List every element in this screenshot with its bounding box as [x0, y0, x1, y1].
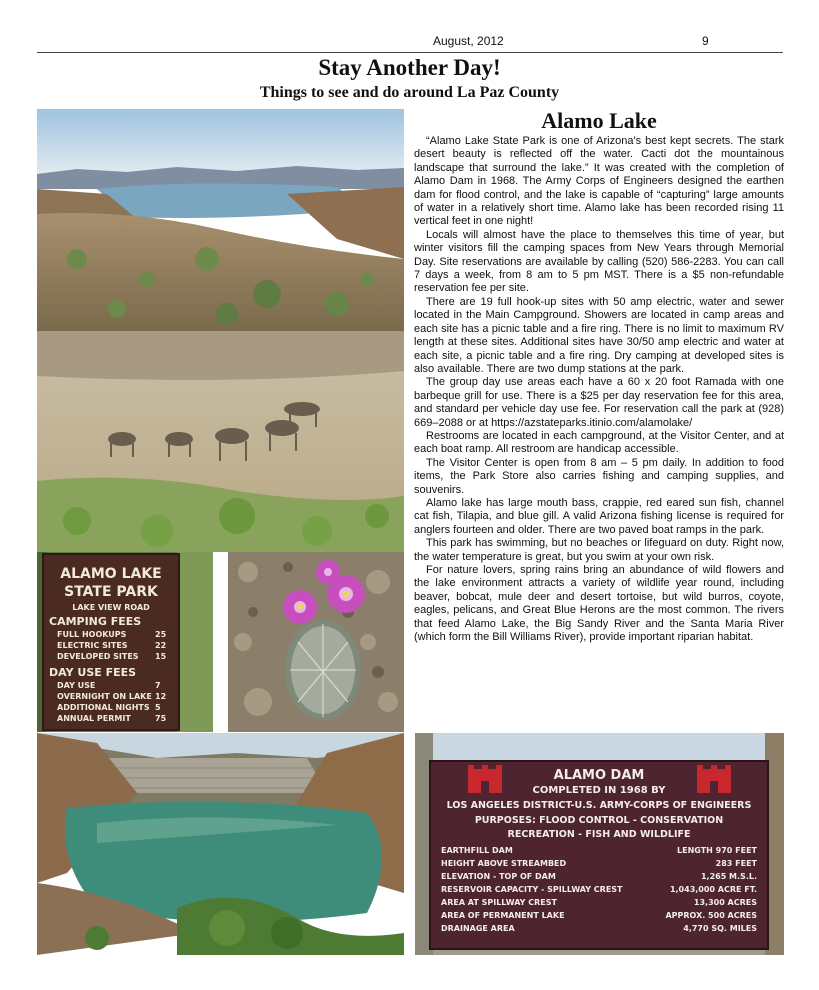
photo-cactus-flowers — [228, 552, 404, 732]
dam-stat-label: AREA AT SPILLWAY CREST — [441, 898, 557, 907]
day-use-fee-label: ADDITIONAL NIGHTS — [57, 703, 150, 712]
photo-dam-lake — [37, 733, 404, 955]
dam-stat-value: 4,770 SQ. MILES — [683, 924, 757, 933]
page-number: 9 — [702, 34, 709, 48]
photo-lake-overview — [37, 109, 404, 331]
photo-dam-sign — [415, 733, 784, 955]
page-subtitle: Things to see and do around La Paz County — [259, 84, 560, 101]
article-paragraph: The Visitor Center is open from 8 am – 5 pm daily. In addition to food items, the Park Store also carries fishing and camping supplies, and souvenirs. — [414, 456, 784, 496]
park-sign-camping-heading: CAMPING FEES — [49, 615, 142, 628]
article-paragraph: Restrooms are located in each campground, at the Visitor Center, and at each boat ramp. All restroom are handicap accessible. — [414, 429, 784, 456]
day-use-fee-price: 7 — [155, 681, 161, 690]
article-paragraph: The group day use areas each have a 60 x 20 foot Ramada with one barbeque grill for use. There is a $25 per day reservation fee for this area, and standard per vehicle day use fee. For reservation call the park at (928) 669–2088 or at https://azstateparks.itinio.com/alamolake/ — [414, 376, 784, 429]
camping-fee-label: FULL HOOKUPS — [57, 630, 127, 639]
camping-fee-label: DEVELOPED SITES — [57, 652, 139, 661]
dam-stat-value: APPROX. 500 ACRES — [665, 911, 757, 920]
dam-stat-value: 283 FEET — [715, 859, 757, 868]
camping-fee-price: 22 — [155, 641, 167, 650]
article-paragraph: “Alamo Lake State Park is one of Arizona's best kept secrets. The stark desert beauty is reflected off the water. Cacti dot the mountainous landscape that surround the lake.” It was created with the completion of Alamo Dam in 1968. The Army Corps of Engineers designed the earthen dam for flood control, and the lake is capable of “capturing” large amounts of water in a relatively short time. Alamo lake has been recorded rising 11 vertical feet in one night! — [414, 135, 784, 228]
dam-stat-label: RESERVOIR CAPACITY - SPILLWAY CREST — [441, 885, 623, 894]
dam-stat-label: DRAINAGE AREA — [441, 924, 515, 933]
article-paragraph: Locals will almost have the place to themselves this time of year, but winter visitors fill the camping spaces from New Years through Memorial Day. Site reservations are available by calling (520) 586-2283. You can call 7 days a week, from 8 am to 5 pm MST. There is a $5 non-refundable reservation fee per site. — [414, 228, 784, 295]
castle-right-icon — [697, 765, 731, 793]
dam-sign-completed: COMPLETED IN 1968 BY — [532, 785, 666, 796]
article-paragraph: This park has swimming, but no beaches or lifeguard on duty. Right now, the water temperature is great, but you swim at your own risk. — [414, 537, 784, 563]
dam-stat-value: 1,043,000 ACRE FT. — [669, 885, 757, 894]
article-paragraph: For nature lovers, spring rains bring an abundance of wild flowers and the lake environment attracts a variety of wildlife year round, including beaver, bobcat, mule deer and desert tortoise, but wild burros, coyote, eagles, pelicans, and Great Blue Herons are the most common. The rivers that feed Alamo Lake, the Big Sandy River and the Santa Maria River (which form the Bill Williams River), provide important riparian habitat. — [414, 564, 784, 644]
park-sign-road: LAKE VIEW ROAD — [72, 603, 150, 612]
day-use-fee-price: 5 — [155, 703, 161, 712]
photo-wild-burros — [37, 331, 404, 552]
photo-park-sign — [37, 552, 213, 732]
dam-stat-label: HEIGHT ABOVE STREAMBED — [441, 859, 567, 868]
day-use-fee-price: 75 — [155, 714, 167, 723]
dam-stat-label: EARTHFILL DAM — [441, 846, 513, 855]
day-use-fee-label: DAY USE — [57, 681, 96, 690]
camping-fee-price: 25 — [155, 630, 167, 639]
park-sign-title-2: STATE PARK — [64, 584, 158, 600]
dam-stat-value: 1,265 M.S.L. — [700, 872, 757, 881]
dam-sign-district: LOS ANGELES DISTRICT-U.S. ARMY-CORPS OF ENGINEERS — [446, 800, 752, 811]
issue-date: August, 2012 — [433, 34, 504, 48]
camping-fee-price: 15 — [155, 652, 167, 661]
dam-stat-value: LENGTH 970 FEET — [677, 846, 757, 855]
dam-stat-label: AREA OF PERMANENT LAKE — [441, 911, 565, 920]
park-sign-title-1: ALAMO LAKE — [60, 566, 162, 582]
page-title: Stay Another Day! — [318, 55, 501, 80]
day-use-fee-label: OVERNIGHT ON LAKE — [57, 692, 152, 701]
dam-stat-value: 13,300 ACRES — [693, 898, 757, 907]
dam-sign-purposes: PURPOSES: FLOOD CONTROL - CONSERVATION — [474, 815, 724, 826]
dam-stat-label: ELEVATION - TOP OF DAM — [441, 872, 556, 881]
article-paragraph: There are 19 full hook-up sites with 50 amp electric, water and sewer located in the Main Campground. Showers are located in camp areas and each site has a picnic table and a fire ring. There is no limit to maximum RV length at these sites. Additional sites have 30/50 amp electric and water at each site, a picnic table and a fire ring. Dry camping at developed sites is also available. There are two dump stations at the park. — [414, 295, 784, 375]
article-body — [414, 135, 784, 644]
article-paragraph: Alamo lake has large mouth bass, crappie, red eared sun fish, channel cat fish, Tilapia, and blue gill. A valid Arizona fishing license is required for anglers fourteen and older. There are two paved boat ramps in the park. — [414, 496, 784, 536]
day-use-fee-price: 12 — [155, 692, 167, 701]
dam-sign-recreation: RECREATION - FISH AND WILDLIFE — [507, 829, 691, 840]
park-sign-day-use-heading: DAY USE FEES — [49, 666, 137, 679]
castle-left-icon — [468, 765, 502, 793]
camping-fee-label: ELECTRIC SITES — [57, 641, 128, 650]
article-heading: Alamo Lake — [541, 108, 657, 133]
day-use-fee-label: ANNUAL PERMIT — [57, 714, 131, 723]
dam-sign-title: ALAMO DAM — [553, 768, 645, 783]
header-rule — [37, 52, 783, 53]
